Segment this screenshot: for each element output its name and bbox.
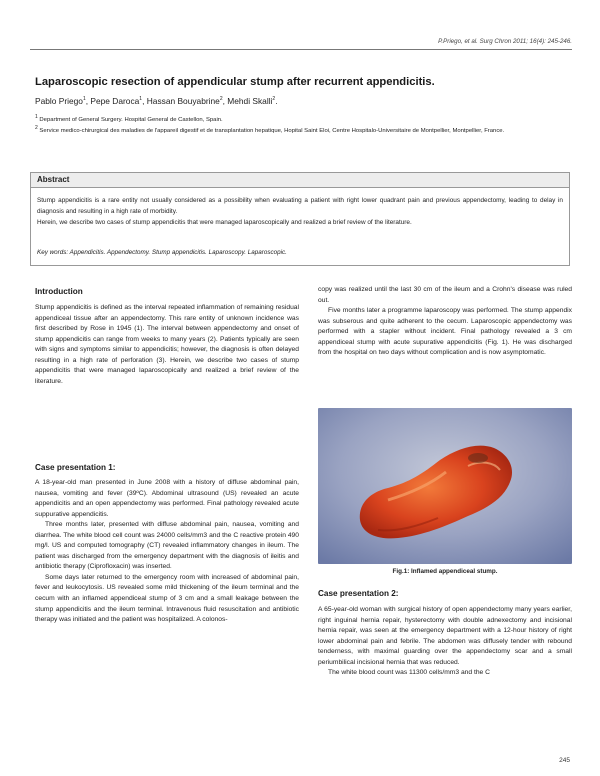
section-heading-case1: Case presentation 1: <box>35 463 116 472</box>
author-list: Pablo Priego$^1$, Pepe Daroca$^1$, Hassan Bouyabrine$^2$, Mehdi Skalli$^2$. <box>35 96 278 106</box>
paragraph: A 65-year-old woman with surgical history of open appendectomy many years earlier, right inguinal hernia repair, hysterectomy with double adnexectomy and incisional hernia repair, was seen at the emergency department with a 12-hour history of right lower abdominal pain and febrile. The abdomen was diffusely tender with rebound tenderness, with maximal guarding over the appendectomy scar and a small periumbilical incisional hernia that was reduced. <box>318 606 572 666</box>
section-heading-introduction: Introduction <box>35 287 83 296</box>
abstract-sentence: Herein, we describe two cases of stump appendicitis that were managed laparoscopically and realized a brief review of the literature. <box>37 219 412 226</box>
abstract-sentence: Stump appendicitis is a rare entity not usually considered as a possibility when evaluating a patient with right lower quadrant pain and previous appendectomy, leading to delay in diagnosis and resulting in a high rate of morbidity. <box>37 197 563 215</box>
article-title: Laparoscopic resection of appendicular stump after recurrent appendicitis. <box>35 76 435 88</box>
affiliation-number: 1 <box>35 114 38 120</box>
paragraph: copy was realized until the last 30 cm of the ileum and a Crohn's disease was ruled out. <box>318 286 572 304</box>
figure-specimen-photo <box>318 408 572 564</box>
abstract-text <box>37 195 563 228</box>
paragraph: The white blood count was 11300 cells/mm3 and the C <box>328 669 490 677</box>
affiliation-text: Department of General Surgery. Hospital General de Castellon, Spain. <box>39 116 223 123</box>
case1-body <box>35 478 299 626</box>
running-head: P.Priego, et al. Surg Chron 2011; 16(4): 245-246. <box>438 38 572 45</box>
paragraph: A 18-year-old man presented in June 2008 with a history of diffuse abdominal pain, nausea, vomiting and fever (39ºC). Abdominal ultrasound (US) revealed an acute appendicitis and an open appendectomy was performed. Final pathology revealed acute suppurative appendicitis. <box>35 479 299 518</box>
abstract-heading: Abstract <box>37 175 70 184</box>
paragraph: Stump appendicitis is defined as the interval repeated inflammation of remaining residual appendiceal tissue after an appendectomy. This rare entity of unknown incidence was first described by Rose in 1945 (1). The interval between appendectomy and onset of stump appendicitis can range from weeks to many years (2). Patients typically are seen with signs and symptoms similar to appendicitis; however, the diagnosis is often delayed resulting in a high rate of perforation (3). Herein, we describe two cases of stump appendicitis that were managed laparoscopically and realized a brief review of the literature. <box>35 304 299 385</box>
affiliation <box>35 124 570 137</box>
specimen-photo-image <box>318 408 572 564</box>
paragraph: Three months later, presented with diffuse abdominal pain, nausea, vomiting and diarrhea. The white blood cell count was 24000 cells/mm3 and the C reactive protein 490 mg/l. US and computed tomography (CT) revealed inflammatory changes in ileum. The patient was discharged from the emergency department with the diagnosis of ileitis and antibiotic therapy (Ciprofloxacin) was inserted. <box>35 521 299 571</box>
case1-continued-body <box>318 285 572 359</box>
introduction-body <box>35 303 299 387</box>
author-affiliation-mark: 1 <box>82 96 86 103</box>
author-name: Pepe Daroca <box>90 96 140 106</box>
figure-caption: Fig.1: Inflamed appendiceal stump. <box>392 568 498 575</box>
case2-body <box>318 605 572 679</box>
abstract-box <box>30 172 570 266</box>
page-number: 245 <box>559 757 570 764</box>
author-name: Pablo Priego <box>35 96 83 106</box>
author-affiliation-mark: 2 <box>219 96 223 103</box>
author-name: Mehdi Skalli <box>227 96 273 106</box>
section-heading-case2: Case presentation 2: <box>318 589 399 598</box>
author-affiliation-mark: 1 <box>139 96 143 103</box>
header-rule <box>30 49 572 50</box>
affiliation-number: 2 <box>35 125 38 131</box>
author-affiliation-mark: 2 <box>272 96 276 103</box>
author-name: Hassan Bouyabrine <box>146 96 220 106</box>
keywords: Key words: Appendicitis. Appendectomy. Stump appendicitis. Laparoscopy. Laparoscopic. <box>37 249 287 256</box>
paragraph: Some days later returned to the emergency room with increased of abdominal pain, fever and leukocytosis. US revealed some mild thickening of the ileum terminal and the cecum with an inflamed appendiceal stump of 3 cm and a small leakage between the stump appendicitis and the ileum terminal. Intravenous fluid resuscitation and antibiotic therapy was initiated and the patient was hospitalized. A colonos- <box>35 573 299 624</box>
paragraph: Five months later a programme laparoscopy was performed. The stump appendix was subserous and quite adherent to the cecum. Laparoscopic appendectomy was performed with a stapler without incident. Final pathology revealed a 3 cm appendiceal stump with acute supurative appendicitis (Fig. 1). He was discharged from the hospital on two days without complication and is now asymptomatic. <box>318 307 572 357</box>
abstract-header-bar <box>31 173 569 188</box>
specimen-dark-patch <box>468 453 488 463</box>
affiliation-text: Service medico-chirurgical des maladies de l'appareil digestif et de transplantation hepatique, Hopital Saint Eloi, Centre Hospitalo-Universitaire de Montpellier, Montpellier, France. <box>39 127 505 134</box>
